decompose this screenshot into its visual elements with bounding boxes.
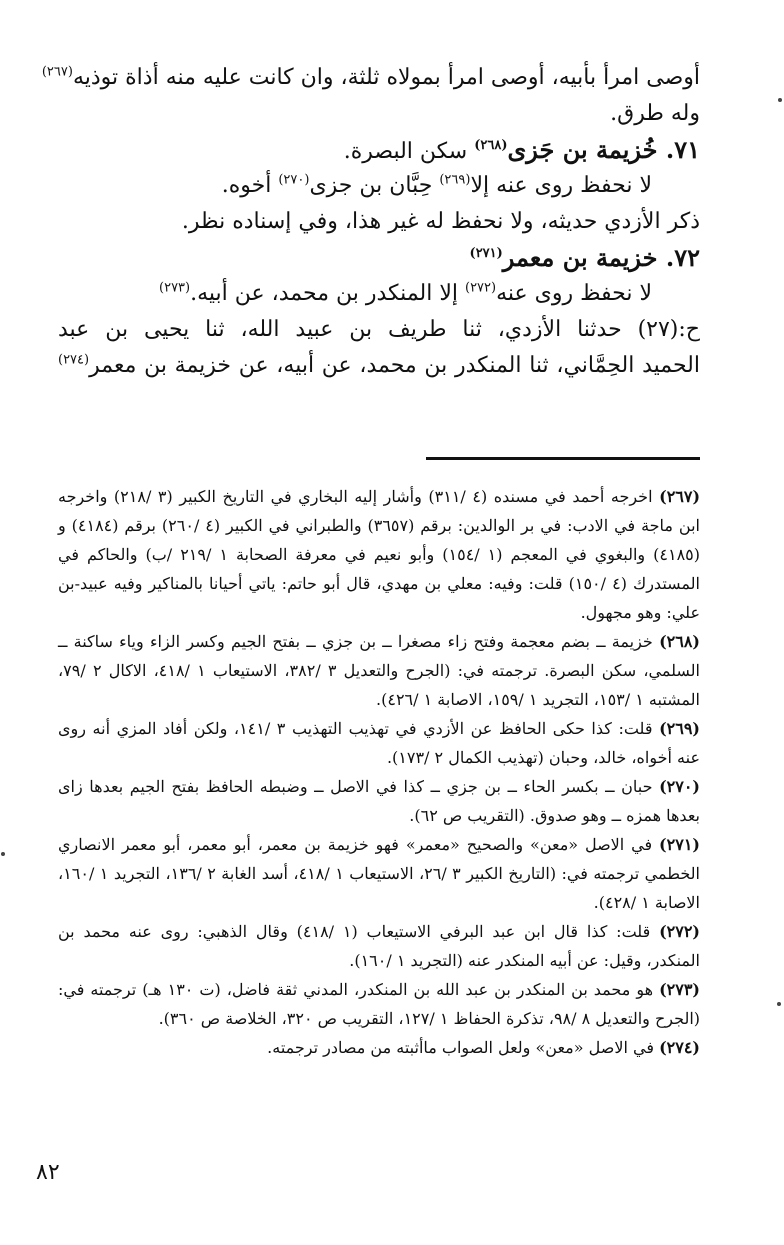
footnote-267: (٢٦٧) اخرجه أحمد في مسنده (٤ /٣١١) وأشار إليه البخاري في التاريخ الكبير (٣ /٢١٨) واخرجه ابن ماجة في الادب: في بر الوالدين: برقم (٣٦٥٧) والطبراني في الكبير (٤ /٢٦٠) برقم (٤١٨٤) و (٤١٨٥) والبغوي في المعجم (١ /١٥٤) وأبو نعيم في معرفة الصحابة ١ /٢١٩ /ب) والحاكم في المستدرك (٤ /١٥٠) قلت: وفيه: معلي بن مهدي، قال أبو حاتم: ياتي أحيانا بالمناكير وفيه عبيد-بن علي: وهو مجهول.	[58, 487, 701, 622]
footnote-ref[interactable]: (٢٦٩)	[439, 172, 471, 188]
footnote-ref[interactable]: (٢٧٤)	[58, 352, 90, 368]
main-line-2: وله طرق.	[610, 101, 700, 126]
footnote-272: (٢٧٢) قلت: كذا قال ابن عبد البرفي الاستيعاب (١ /٤١٨) وقال الذهبي: روى عنه محمد بن المنكدر، وقيل: عن أبيه المنكدر عنه (التجريد ١ /١٦٠).	[58, 922, 700, 970]
scan-mark	[778, 98, 782, 102]
main-line-9: الحميد الحِمَّاني، ثنا المنكدر بن محمد، عن أبيه، عن خزيمة بن معمر$^{(٢٧٤)}$	[58, 352, 700, 378]
footnote-ref[interactable]: (٢٧٣)	[159, 280, 191, 296]
footnotes	[58, 482, 700, 1062]
page-number: ٨٢	[36, 1160, 60, 1185]
main-text	[41, 60, 700, 384]
footnote-273: (٢٧٣) هو محمد بن المنكدر بن عبد الله بن المنكدر، المدني ثقة فاضل، (ت ١٣٠ هـ) ترجمته في: (الجرح والتعديل ٨ /٩٨، تذكرة الحفاظ ١ /١٢٧، التقريب ص ٣٢٠، الخلاصة ص ٣٦٠).	[58, 980, 700, 1028]
footnote-ref[interactable]: (٢٧١)	[469, 246, 503, 261]
main-line-8: ح:(٢٧) حدثنا الأزدي، ثنا طريف بن عبيد الله، ثنا يحيى بن عبد	[58, 317, 700, 342]
footnote-ref[interactable]: (٢٦٨)	[474, 138, 508, 153]
main-line-4: لا نحفظ روى عنه إلا$^{(٢٦٩)}$ حِبَّان بن جزى$^{(٢٧٠)}$ أخوه.	[221, 172, 652, 198]
footnote-269: (٢٦٩) قلت: كذا حكى الحافظ عن الأزدي في تهذيب التهذيب ٣ /١٤١، ولكن أفاد المزي أنه روى عنه أخواه، خالد، وحبان (تهذيب الكمال ٢ /١٧٣).	[58, 719, 700, 767]
footnote-268: (٢٦٨) خزيمة ــ بضم معجمة وفتح زاء مصغرا ــ بن جزي ــ بفتح الجيم وكسر الزاء وياء ساكنة ــ السلمي، سكن البصرة. ترجمته في: (الجرح والتعديل ٣ /٣٨٢، الاستيعاب ١ /٤١٨، الاكال ٢ /٧٩، المشتبه ١ /١٥٣، التجريد ١ /١٥٩، الاصابة ١ /٤٢٦).	[58, 632, 700, 709]
footnote-270: (٢٧٠) حبان ــ بكسر الحاء ــ بن جزي ــ كذا في الاصل ــ وضبطه الحافظ بفتح الجيم بعدها زاى بعدها همزه ــ وهو صدوق. (التقريب ص ٦٢).	[58, 777, 700, 825]
main-line-1: أوصى امرأ بأبيه، أوصى امرأ بمولاه ثلثة، وان كانت عليه منه أذاة توذيه$^{(٢٦٧)}$	[41, 64, 700, 90]
scan-mark	[1, 852, 5, 856]
entry-heading-71: ٧١. خُزيمة بن جَزى$^{(٢٦٨)}$ سكن البصرة.	[343, 135, 700, 164]
entry-heading-72: ٧٢. خزيمة بن معمر$^{(٢٧١)}$	[469, 243, 700, 272]
main-line-7: لا نحفظ روى عنه$^{(٢٧٢)}$ إلا المنكدر بن محمد، عن أبيه.$^{(٢٧٣)}$	[159, 280, 652, 306]
footnote-271: (٢٧١) في الاصل «معن» والصحيح «معمر» فهو خزيمة بن معمر، أبو معمر، أبو معمر الانصاري الخطمي ترجمته في: (التاريخ الكبير ٣ /٢٦، الاستيعاب ١ /٤١٨، أسد الغابة ٢ /١٣٦، التجريد ١ /١٦٠، الاصابة ١ /٤٢٨).	[58, 835, 700, 912]
footnote-ref[interactable]: (٢٦٧)	[41, 64, 73, 80]
scan-mark	[777, 1002, 781, 1006]
footnote-274: (٢٧٤) في الاصل «معن» ولعل الصواب ماأثبته من مصادر ترجمته.	[267, 1038, 700, 1057]
footnote-divider	[426, 457, 700, 460]
footnote-ref[interactable]: (٢٧٢)	[465, 280, 497, 296]
footnote-ref[interactable]: (٢٧٠)	[278, 172, 310, 188]
main-line-5: ذكر الأزدي حديثه، ولا نحفظ له غير هذا، وفي إسناده نظر.	[181, 209, 700, 234]
